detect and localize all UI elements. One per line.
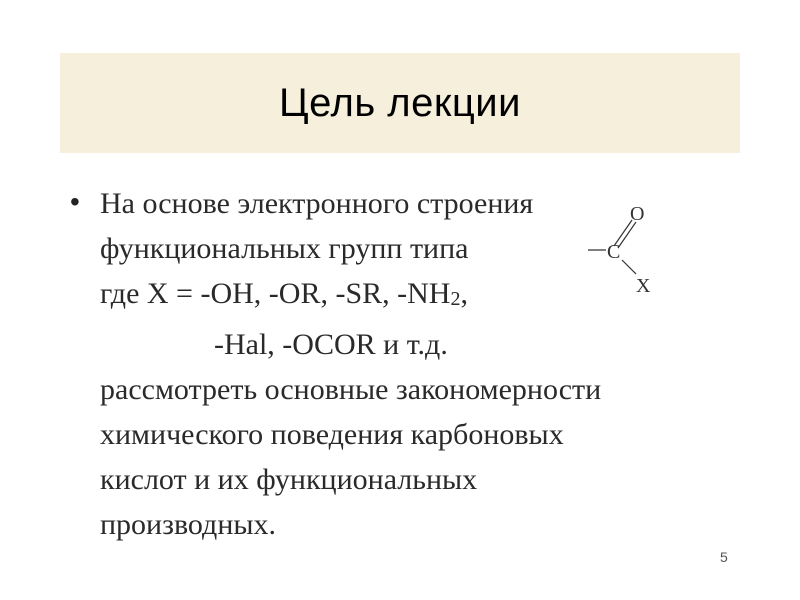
slide-title: Цель лекции (279, 80, 521, 125)
text-line-1: На основе электронного строения (100, 187, 534, 220)
text-line-5: рассмотреть основные закономерности (100, 373, 602, 406)
text-line-7: кислот и их функциональных (100, 463, 478, 496)
carbonyl-structure-diagram (588, 198, 668, 298)
text-line-4: -Hal, -OCOR и т.д. (214, 328, 448, 361)
text-line-6: химического поведения карбоновых (100, 418, 564, 451)
atom-x-label: X (636, 275, 651, 297)
atom-o-label: O (630, 203, 645, 225)
text-line-2: функциональных групп типа (100, 232, 469, 265)
page-number: 5 (720, 549, 728, 565)
atom-c-label: C (607, 241, 621, 263)
bond-c-x (622, 260, 636, 274)
text-line-3-main: где X = -OH, -OR, -SR, -NH (100, 277, 451, 310)
double-bond-c-o-2 (618, 222, 636, 248)
text-line-8: производных. (100, 508, 277, 541)
bullet-marker: • (70, 186, 80, 217)
text-line-3-comma: , (460, 277, 468, 310)
subscript-2: 2 (450, 288, 461, 310)
title-band (60, 53, 740, 153)
